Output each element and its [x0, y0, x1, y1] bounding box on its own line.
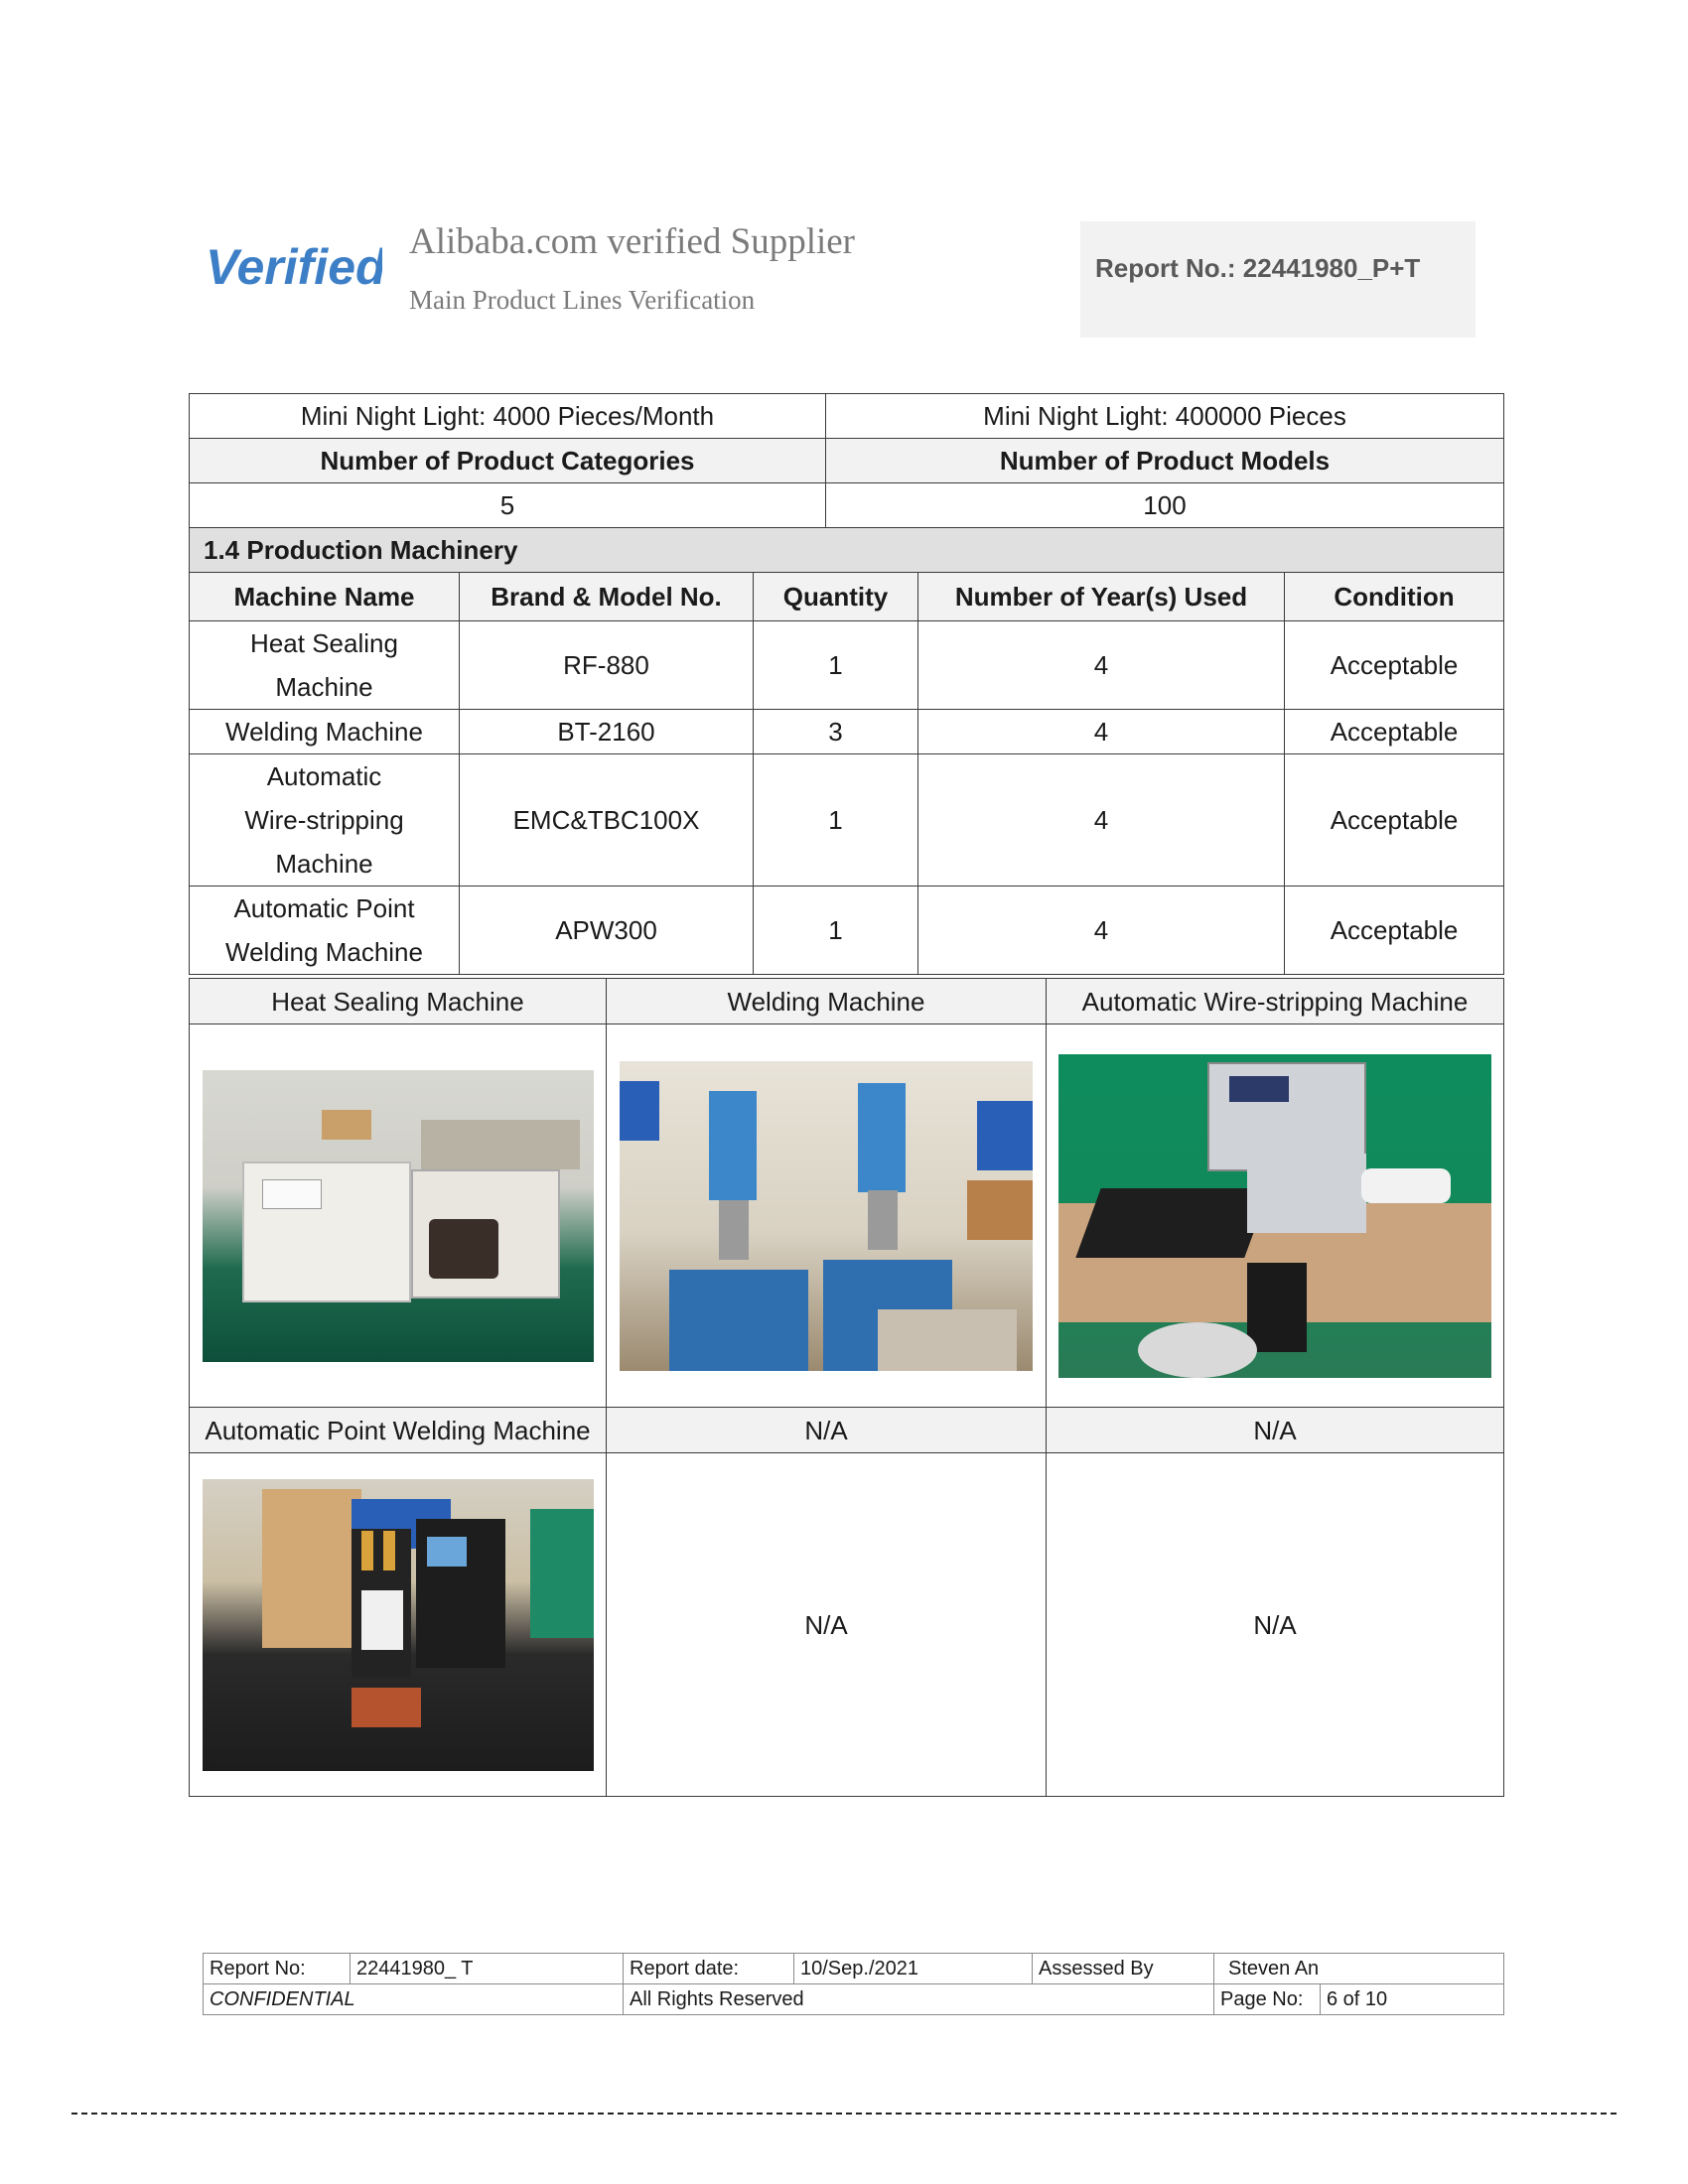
verified-logo — [204, 228, 382, 308]
footer-confidential: CONFIDENTIAL — [204, 1984, 624, 2015]
table-row — [190, 621, 1504, 710]
column-header: Quantity — [754, 573, 918, 621]
models-header: Number of Product Models — [826, 439, 1504, 483]
machine-quantity: 1 — [754, 887, 918, 975]
wire-stripping-machine-photo — [1058, 1054, 1491, 1378]
photo-caption: N/A — [1047, 1408, 1504, 1453]
machine-quantity: 1 — [754, 621, 918, 710]
column-header: Brand & Model No. — [460, 573, 754, 621]
machine-condition: Acceptable — [1285, 710, 1504, 754]
section-title: 1.4 Production Machinery — [190, 528, 1504, 573]
categories-header: Number of Product Categories — [190, 439, 826, 483]
page-subtitle: Main Product Lines Verification — [409, 285, 756, 315]
footer-assessed-value: Steven An — [1214, 1954, 1504, 1984]
photo-caption: Automatic Point Welding Machine — [190, 1408, 607, 1453]
total-capacity: Mini Night Light: 400000 Pieces — [826, 394, 1504, 439]
machine-model: BT-2160 — [460, 710, 754, 754]
page-title: Alibaba.com verified Supplier — [409, 221, 856, 262]
column-header: Condition — [1285, 573, 1504, 621]
verified-logo-text: Verified — [206, 239, 382, 295]
report-number: Report No.: 22441980_P+T — [1095, 253, 1421, 283]
capacity-table — [189, 393, 1504, 528]
categories-value: 5 — [190, 483, 826, 528]
welding-machine-photo — [620, 1061, 1033, 1371]
machine-years: 4 — [918, 710, 1285, 754]
page-separator — [71, 2113, 1617, 2115]
photo-caption: Automatic Wire-stripping Machine — [1047, 979, 1504, 1024]
footer-report-no-label: Report No: — [204, 1954, 351, 1984]
report-number-box — [1080, 221, 1476, 338]
photo-caption: Welding Machine — [607, 979, 1047, 1024]
machine-years: 4 — [918, 887, 1285, 975]
footer-assessed-label: Assessed By — [1033, 1954, 1214, 1984]
footer-page-value: 6 of 10 — [1321, 1984, 1504, 2015]
machine-condition: Acceptable — [1285, 887, 1504, 975]
table-row — [190, 887, 1504, 975]
heat-sealing-machine-photo — [203, 1070, 594, 1362]
photo-caption: N/A — [607, 1408, 1047, 1453]
photo-table — [189, 978, 1504, 1797]
footer-rights: All Rights Reserved — [624, 1984, 1214, 2015]
machine-model: EMC&TBC100X — [460, 754, 754, 887]
footer-report-date-label: Report date: — [624, 1954, 794, 1984]
machine-name: Automatic Wire-stripping Machine — [190, 754, 460, 887]
na-cell: N/A — [1047, 1453, 1504, 1797]
table-row — [190, 710, 1504, 754]
machine-years: 4 — [918, 754, 1285, 887]
column-header: Number of Year(s) Used — [918, 573, 1285, 621]
machine-name: Welding Machine — [190, 710, 460, 754]
machine-name: Automatic Point Welding Machine — [190, 887, 460, 975]
footer-report-no-value: 22441980_ T — [351, 1954, 624, 1984]
page-footer — [203, 1953, 1504, 2015]
column-header: Machine Name — [190, 573, 460, 621]
models-value: 100 — [826, 483, 1504, 528]
machine-model: APW300 — [460, 887, 754, 975]
photo-caption: Heat Sealing Machine — [190, 979, 607, 1024]
machine-model: RF-880 — [460, 621, 754, 710]
machine-quantity: 3 — [754, 710, 918, 754]
machine-quantity: 1 — [754, 754, 918, 887]
machine-years: 4 — [918, 621, 1285, 710]
point-welding-machine-photo — [203, 1479, 594, 1771]
footer-page-label: Page No: — [1214, 1984, 1321, 2015]
machine-condition: Acceptable — [1285, 621, 1504, 710]
monthly-capacity: Mini Night Light: 4000 Pieces/Month — [190, 394, 826, 439]
machinery-table — [189, 527, 1504, 975]
machine-name: Heat Sealing Machine — [190, 621, 460, 710]
machine-condition: Acceptable — [1285, 754, 1504, 887]
table-row — [190, 754, 1504, 887]
na-cell: N/A — [607, 1453, 1047, 1797]
footer-report-date-value: 10/Sep./2021 — [794, 1954, 1033, 1984]
